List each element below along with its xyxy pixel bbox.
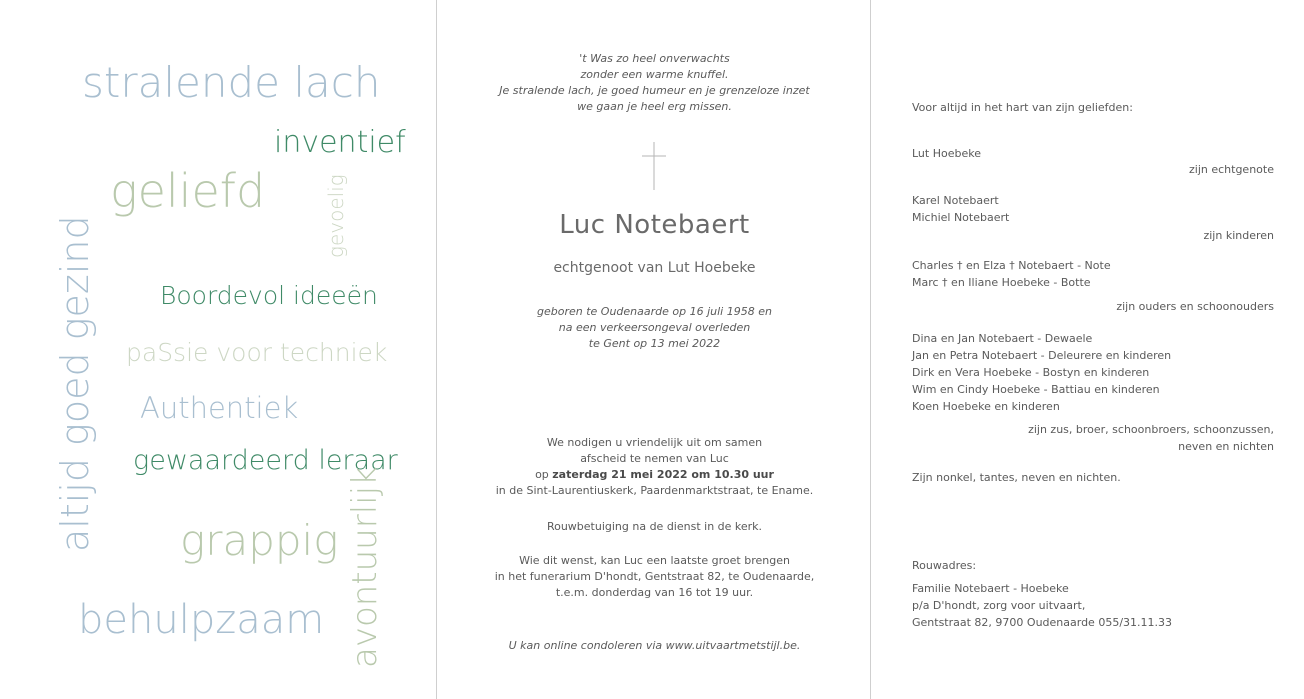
list-item: Michiel Notebaert: [912, 211, 1010, 224]
funerarium-line: Wie dit wenst, kan Luc een laatste groet brengen: [519, 554, 790, 567]
invitation-place: in de Sint-Laurentiuskerk, Paardenmarktstraat, te Ename.: [495, 484, 814, 497]
family-intro: Voor altijd in het hart van zijn geliefden:: [912, 101, 1133, 114]
funerarium-line: in het funerarium D'hondt, Gentstraat 82, te Oudenaarde,: [494, 570, 815, 583]
poem-line: zonder een warme knuffel.: [580, 68, 729, 81]
address-line: p/a D'hondt, zorg voor uitvaart,: [912, 599, 1086, 612]
children-role: zijn kinderen: [1203, 229, 1274, 242]
word-gewaardeerd-leraar: gewaardeerd leraar: [133, 445, 398, 476]
word-boordevol-ideeen: Boordevol ideeën: [160, 281, 378, 310]
word-avontuurlijk: avontuurlijk: [345, 466, 385, 668]
word-grappig: grappig: [180, 516, 339, 565]
funerarium-line: t.e.m. donderdag van 16 tot 19 uur.: [555, 586, 754, 599]
address-line: Gentstraat 82, 9700 Oudenaarde 055/31.11.33: [912, 616, 1173, 629]
parents-list: [912, 257, 1252, 291]
word-authentiek: Authentiek: [140, 391, 299, 425]
invitation-date-line: [437, 467, 872, 483]
word-cloud-panel: [0, 0, 436, 699]
role-line: zijn zus, broer, schoonbroers, schoonzussen,: [1028, 423, 1274, 436]
list-item: Dina en Jan Notebaert - Dewaele: [912, 332, 1093, 345]
invitation-op: op: [535, 468, 553, 481]
cross-icon: [642, 142, 666, 190]
role-line: neven en nichten: [1178, 440, 1274, 453]
condolence-note: Rouwbetuiging na de dienst in de kerk.: [546, 520, 763, 533]
spouse-line: echtgenoot van Lut Hoebeke: [553, 260, 756, 276]
list-item: Jan en Petra Notebaert - Deleurere en kinderen: [912, 349, 1172, 362]
word-passie-voor-techniek: paSsie voor techniek: [126, 338, 388, 367]
siblings-role: [912, 421, 1274, 455]
birth-death-info: [437, 304, 872, 352]
list-item: Charles † en Elza † Notebaert - Note: [912, 259, 1111, 272]
list-item: Dirk en Vera Hoebeke - Bostyn en kinderen: [912, 366, 1150, 379]
poem-line: we gaan je heel erg missen.: [577, 100, 732, 113]
address-line: Familie Notebaert - Hoebeke: [912, 582, 1069, 595]
invitation: [437, 435, 872, 499]
invitation-date: zaterdag 21 mei 2022 om 10.30 uur: [552, 468, 774, 481]
poem: [437, 51, 872, 115]
birth-line: geboren te Oudenaarde op 16 juli 1958 en: [537, 305, 772, 318]
word-inventief: inventief: [274, 125, 406, 160]
word-geliefd: geliefd: [110, 164, 266, 218]
address-label: Rouwadres:: [912, 559, 977, 572]
invitation-line: We nodigen u vriendelijk uit om samen: [546, 436, 763, 449]
siblings-list: [912, 330, 1252, 415]
children-list: [912, 192, 1252, 226]
family-panel: [871, 0, 1304, 699]
spouse-role: zijn echtgenote: [1189, 163, 1274, 176]
parents-role: zijn ouders en schoonouders: [1116, 300, 1274, 313]
word-stralende-lach: stralende lach: [82, 58, 381, 107]
list-item: Wim en Cindy Hoebeke - Battiau en kinderen: [912, 383, 1160, 396]
word-behulpzaam: behulpzaam: [78, 597, 325, 643]
poem-line: 't Was zo heel onverwachts: [579, 52, 730, 65]
spouse-name: Lut Hoebeke: [912, 147, 981, 160]
invitation-line: afscheid te nemen van Luc: [580, 452, 729, 465]
word-altijd-goed-gezind: altijd goed gezind: [53, 215, 97, 552]
extended-family: Zijn nonkel, tantes, neven en nichten.: [912, 471, 1121, 484]
funerarium-info: [437, 553, 872, 601]
list-item: Marc † en Iliane Hoebeke - Botte: [912, 276, 1091, 289]
list-item: Karel Notebaert: [912, 194, 999, 207]
online-condolence: U kan online condoleren via www.uitvaartmetstijl.be.: [508, 639, 801, 652]
address-block: [912, 580, 1252, 631]
poem-line: Je stralende lach, je goed humeur en je grenzeloze inzet: [499, 84, 810, 97]
birth-line: te Gent op 13 mei 2022: [588, 337, 721, 350]
list-item: Koen Hoebeke en kinderen: [912, 400, 1060, 413]
deceased-name: Luc Notebaert: [559, 210, 750, 240]
birth-line: na een verkeersongeval overleden: [558, 321, 751, 334]
memorial-panel: [436, 0, 871, 699]
word-gevoelig: gevoelig: [324, 174, 348, 258]
